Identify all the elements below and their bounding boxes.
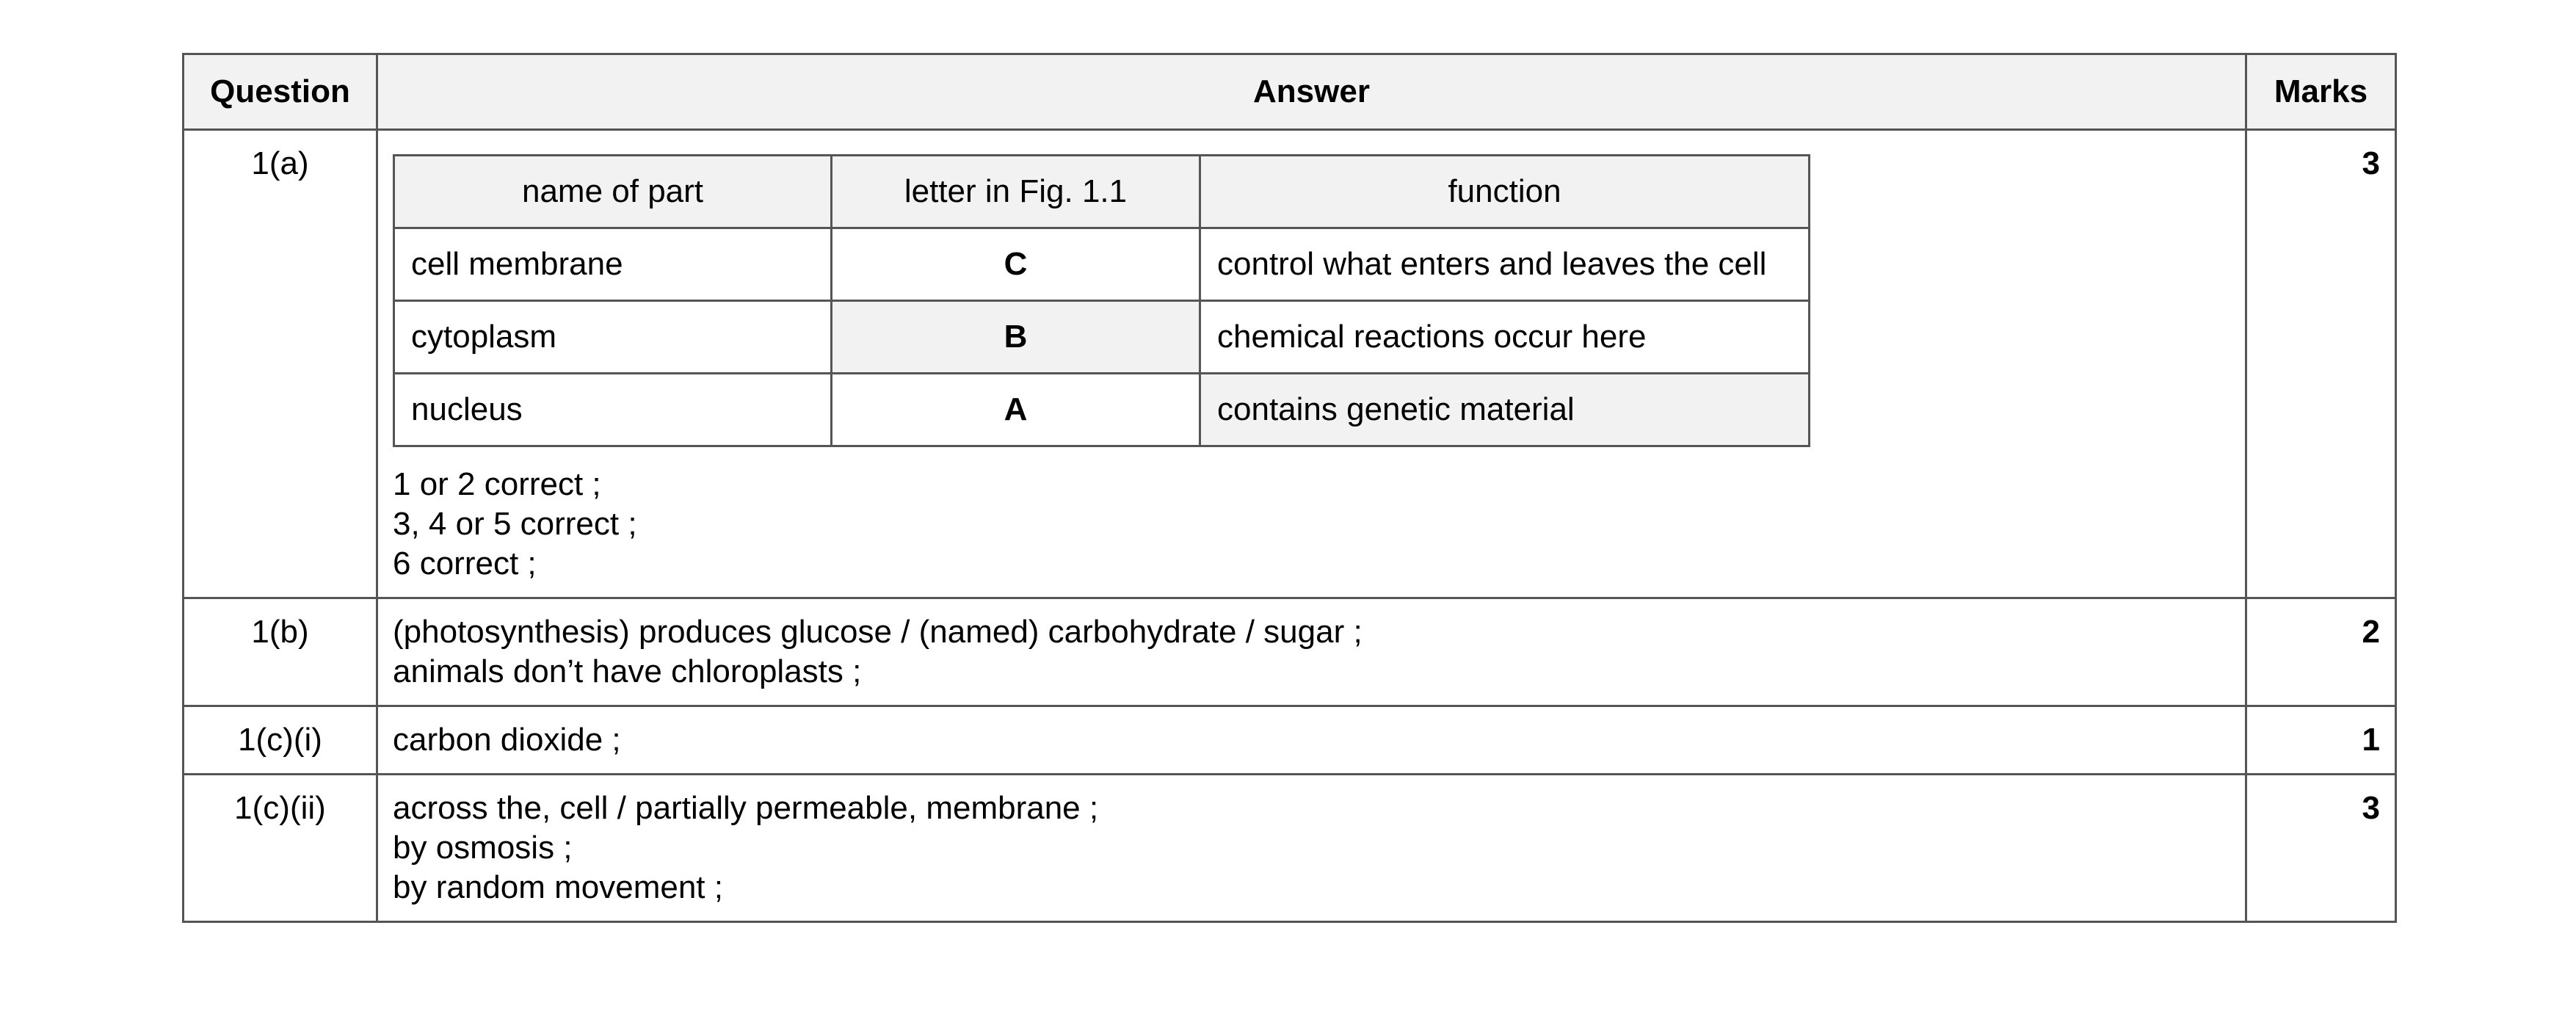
question-number: 1(c)(i) bbox=[184, 706, 377, 775]
marks-value: 3 bbox=[2246, 130, 2396, 598]
part-letter: A bbox=[832, 374, 1200, 446]
answer-cell bbox=[377, 598, 2246, 706]
part-letter: B bbox=[832, 301, 1200, 374]
marks-value: 3 bbox=[2246, 775, 2396, 922]
marks-value: 2 bbox=[2246, 598, 2396, 706]
question-number: 1(c)(ii) bbox=[184, 775, 377, 922]
answer-line: by osmosis ; bbox=[393, 830, 573, 866]
answer-cell bbox=[377, 706, 2246, 775]
part-name: cytoplasm bbox=[394, 301, 832, 374]
answer-line: (photosynthesis) produces glucose / (named) carbohydrate / sugar ; bbox=[393, 614, 1363, 650]
header-row bbox=[184, 54, 2396, 130]
answer-line: animals don’t have chloroplasts ; bbox=[393, 653, 862, 689]
answer-line: 1 or 2 correct ; bbox=[393, 466, 601, 502]
function-header: function bbox=[1200, 156, 1810, 228]
answer-cell bbox=[377, 775, 2246, 922]
answer-line: 6 correct ; bbox=[393, 546, 537, 581]
question-number: 1(b) bbox=[184, 598, 377, 706]
part-function: control what enters and leaves the cell bbox=[1200, 228, 1810, 301]
answer-line: carbon dioxide ; bbox=[393, 722, 621, 758]
parts-table-header-row bbox=[394, 156, 1810, 228]
answer-cell bbox=[377, 130, 2246, 598]
letter-header: letter in Fig. 1.1 bbox=[832, 156, 1200, 228]
parts-table-row bbox=[394, 228, 1810, 301]
parts-table-row bbox=[394, 374, 1810, 446]
answer-line: 3, 4 or 5 correct ; bbox=[393, 506, 637, 542]
question-row-1a bbox=[184, 130, 2396, 598]
marks-value: 1 bbox=[2246, 706, 2396, 775]
name-of-part-header: name of part bbox=[394, 156, 832, 228]
answer-line: by random movement ; bbox=[393, 869, 723, 905]
question-row-1b bbox=[184, 598, 2396, 706]
parts-table bbox=[393, 154, 1810, 447]
answer-column-header: Answer bbox=[377, 54, 2246, 130]
question-row-1ci bbox=[184, 706, 2396, 775]
part-name: nucleus bbox=[394, 374, 832, 446]
marks-column-header: Marks bbox=[2246, 54, 2396, 130]
part-function: chemical reactions occur here bbox=[1200, 301, 1810, 374]
part-letter: C bbox=[832, 228, 1200, 301]
part-function: contains genetic material bbox=[1200, 374, 1810, 446]
question-column-header: Question bbox=[184, 54, 377, 130]
mark-scheme-table bbox=[182, 53, 2397, 923]
part-name: cell membrane bbox=[394, 228, 832, 301]
question-number: 1(a) bbox=[184, 130, 377, 598]
parts-table-row bbox=[394, 301, 1810, 374]
question-row-1cii bbox=[184, 775, 2396, 922]
answer-line: across the, cell / partially permeable, membrane ; bbox=[393, 790, 1099, 826]
